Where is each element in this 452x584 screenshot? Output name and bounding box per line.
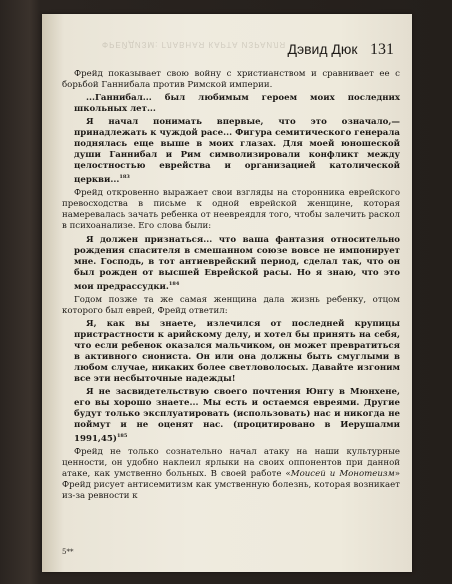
running-header	[287, 41, 394, 59]
quote-paragraph: Я, как вы знаете, излечился от последней крупицы пристрастности к арийскому делу, и хотел бы принять на себя, что если ребенок оказался мальчиком, он может превратиться в активного сиониста. Он или она должны быть смуглыми в любом случае, никаких более светловолосых. Давайте изгоним все эти несбыточные надежды!	[74, 318, 400, 384]
quote-paragraph: Я не засвидетельствую своего почтения Юнгу в Мюнхене, его вы хорошо знаете... Мы есть и остаемся евреями. Другие будут только эксплуатировать (использовать) нас и никогда не поймут и не оценят нас. (процитировано в Иерушалми 1991,45)$^{185}$	[74, 386, 400, 445]
footnote-ref: 184	[168, 280, 180, 287]
footnote-ref: 183	[119, 174, 130, 181]
page-number: 131	[370, 41, 394, 58]
signature-mark: 5**	[62, 548, 74, 556]
quote-paragraph: Я начал понимать впервые, что это означало,— принадлежать к чуждой расе... Фигура семитического генерала поднялась еще выше в моих глазах. Для моей юношеской души Ганнибал и Рим символизировали конфликт между целостностью еврейства и организацией католической церкви...$^{183}$	[74, 117, 400, 186]
paragraph: Фрейд не только сознательно начал атаку на наши культурные ценности, он удобно наклеил ярлыки на своих оппонентов при данной атаке, как умственно больных. В своей работе «Моисей и Монотеизм» Фрейд рисует антисемитизм как умственную болезнь, которая возникает из-за ревности к	[62, 447, 400, 502]
quote-paragraph: ...Ганнибал... был любимым героем моих последних школьных лет...	[74, 93, 400, 115]
book-title: Моисей и Монотеизм	[290, 469, 395, 480]
page-text	[62, 69, 400, 502]
header-author: Дэвид Дюк	[287, 41, 358, 57]
footnote-ref: 185	[116, 433, 128, 440]
paragraph: Фрейд откровенно выражает свои взгляды на сторонника еврейского превосходства в письме к одной еврейской женщине, которая намеревалась зачать ребенка от неевреядля того, чтобы залечить раскол в психоанализе. Его слова были:	[62, 188, 400, 232]
quote-paragraph: Я должен признаться... что ваша фантазия относительно рождения спасителя в смешанном союзе вовсе не импонирует мне. Господь, в тот антиеврейский период, сделал так, что он был рожден от высшей Еврейской расы. Но я знаю, что это мои предрассудки.$^{184}$	[74, 234, 400, 292]
paragraph: Годом позже та же самая женщина дала жизнь ребенку, отцом которого был еврей, Фрейд ответил:	[62, 294, 400, 316]
bleed-through-text: ФРЕЙДИЗМ: ГЛАВНАЯ КАРТА ИЗРАИЛЯ	[102, 40, 287, 49]
book-page	[42, 14, 412, 572]
paragraph: Фрейд показывает свою войну с христианством и сравнивает ее с борьбой Ганнибала против Римской империи.	[62, 69, 400, 91]
